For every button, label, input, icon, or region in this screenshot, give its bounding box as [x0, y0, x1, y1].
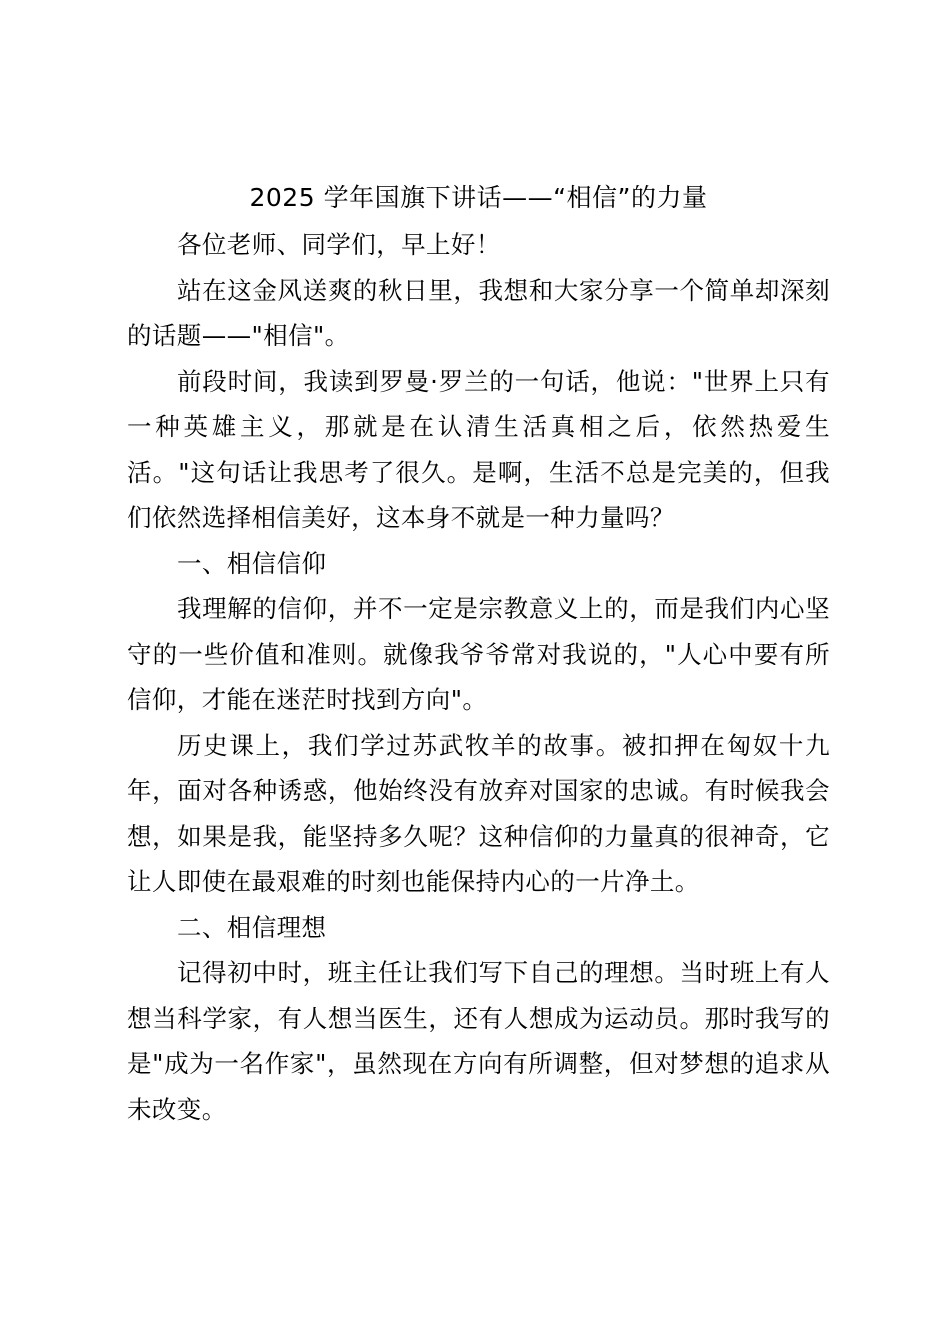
section-heading-ideal: 二、相信理想 [177, 912, 327, 942]
intro-paragraph-1: 站在这金风送爽的秋日里，我想和大家分享一个简单却深刻的话题——"相信"。 [127, 275, 830, 350]
document-body [127, 174, 830, 1132]
ideal-paragraph-1: 记得初中时，班主任让我们写下自己的理想。当时班上有人想当科学家，有人想当医生，还有人想成为运动员。那时我写的是"成为一名作家"，虽然现在方向有所调整，但对梦想的追求从未改变。 [127, 958, 830, 1124]
faith-paragraph-2: 历史课上，我们学过苏武牧羊的故事。被扣押在匈奴十九年，面对各种诱惑，他始终没有放弃对国家的忠诚。有时候我会想，如果是我，能坚持多久呢？这种信仰的力量真的很神奇，它让人即使在最艰难的时刻也能保持内心的一片净土。 [127, 730, 830, 896]
greeting-paragraph: 各位老师、同学们，早上好！ [177, 230, 501, 259]
faith-paragraph-1: 我理解的信仰，并不一定是宗教意义上的，而是我们内心坚守的一些价值和准则。就像我爷爷常对我说的，"人心中要有所信仰，才能在迷茫时找到方向"。 [127, 594, 830, 714]
intro-paragraph-2: 前段时间，我读到罗曼·罗兰的一句话，他说："世界上只有一种英雄主义，那就是在认清生活真相之后，依然热爱生活。"这句话让我思考了很久。是啊，生活不总是完美的，但我们依然选择相信美好，这本身不就是一种力量吗？ [127, 366, 830, 532]
document-title: 2025 学年国旗下讲话——“相信”的力量 [249, 183, 708, 212]
section-heading-faith: 一、相信信仰 [177, 548, 327, 578]
